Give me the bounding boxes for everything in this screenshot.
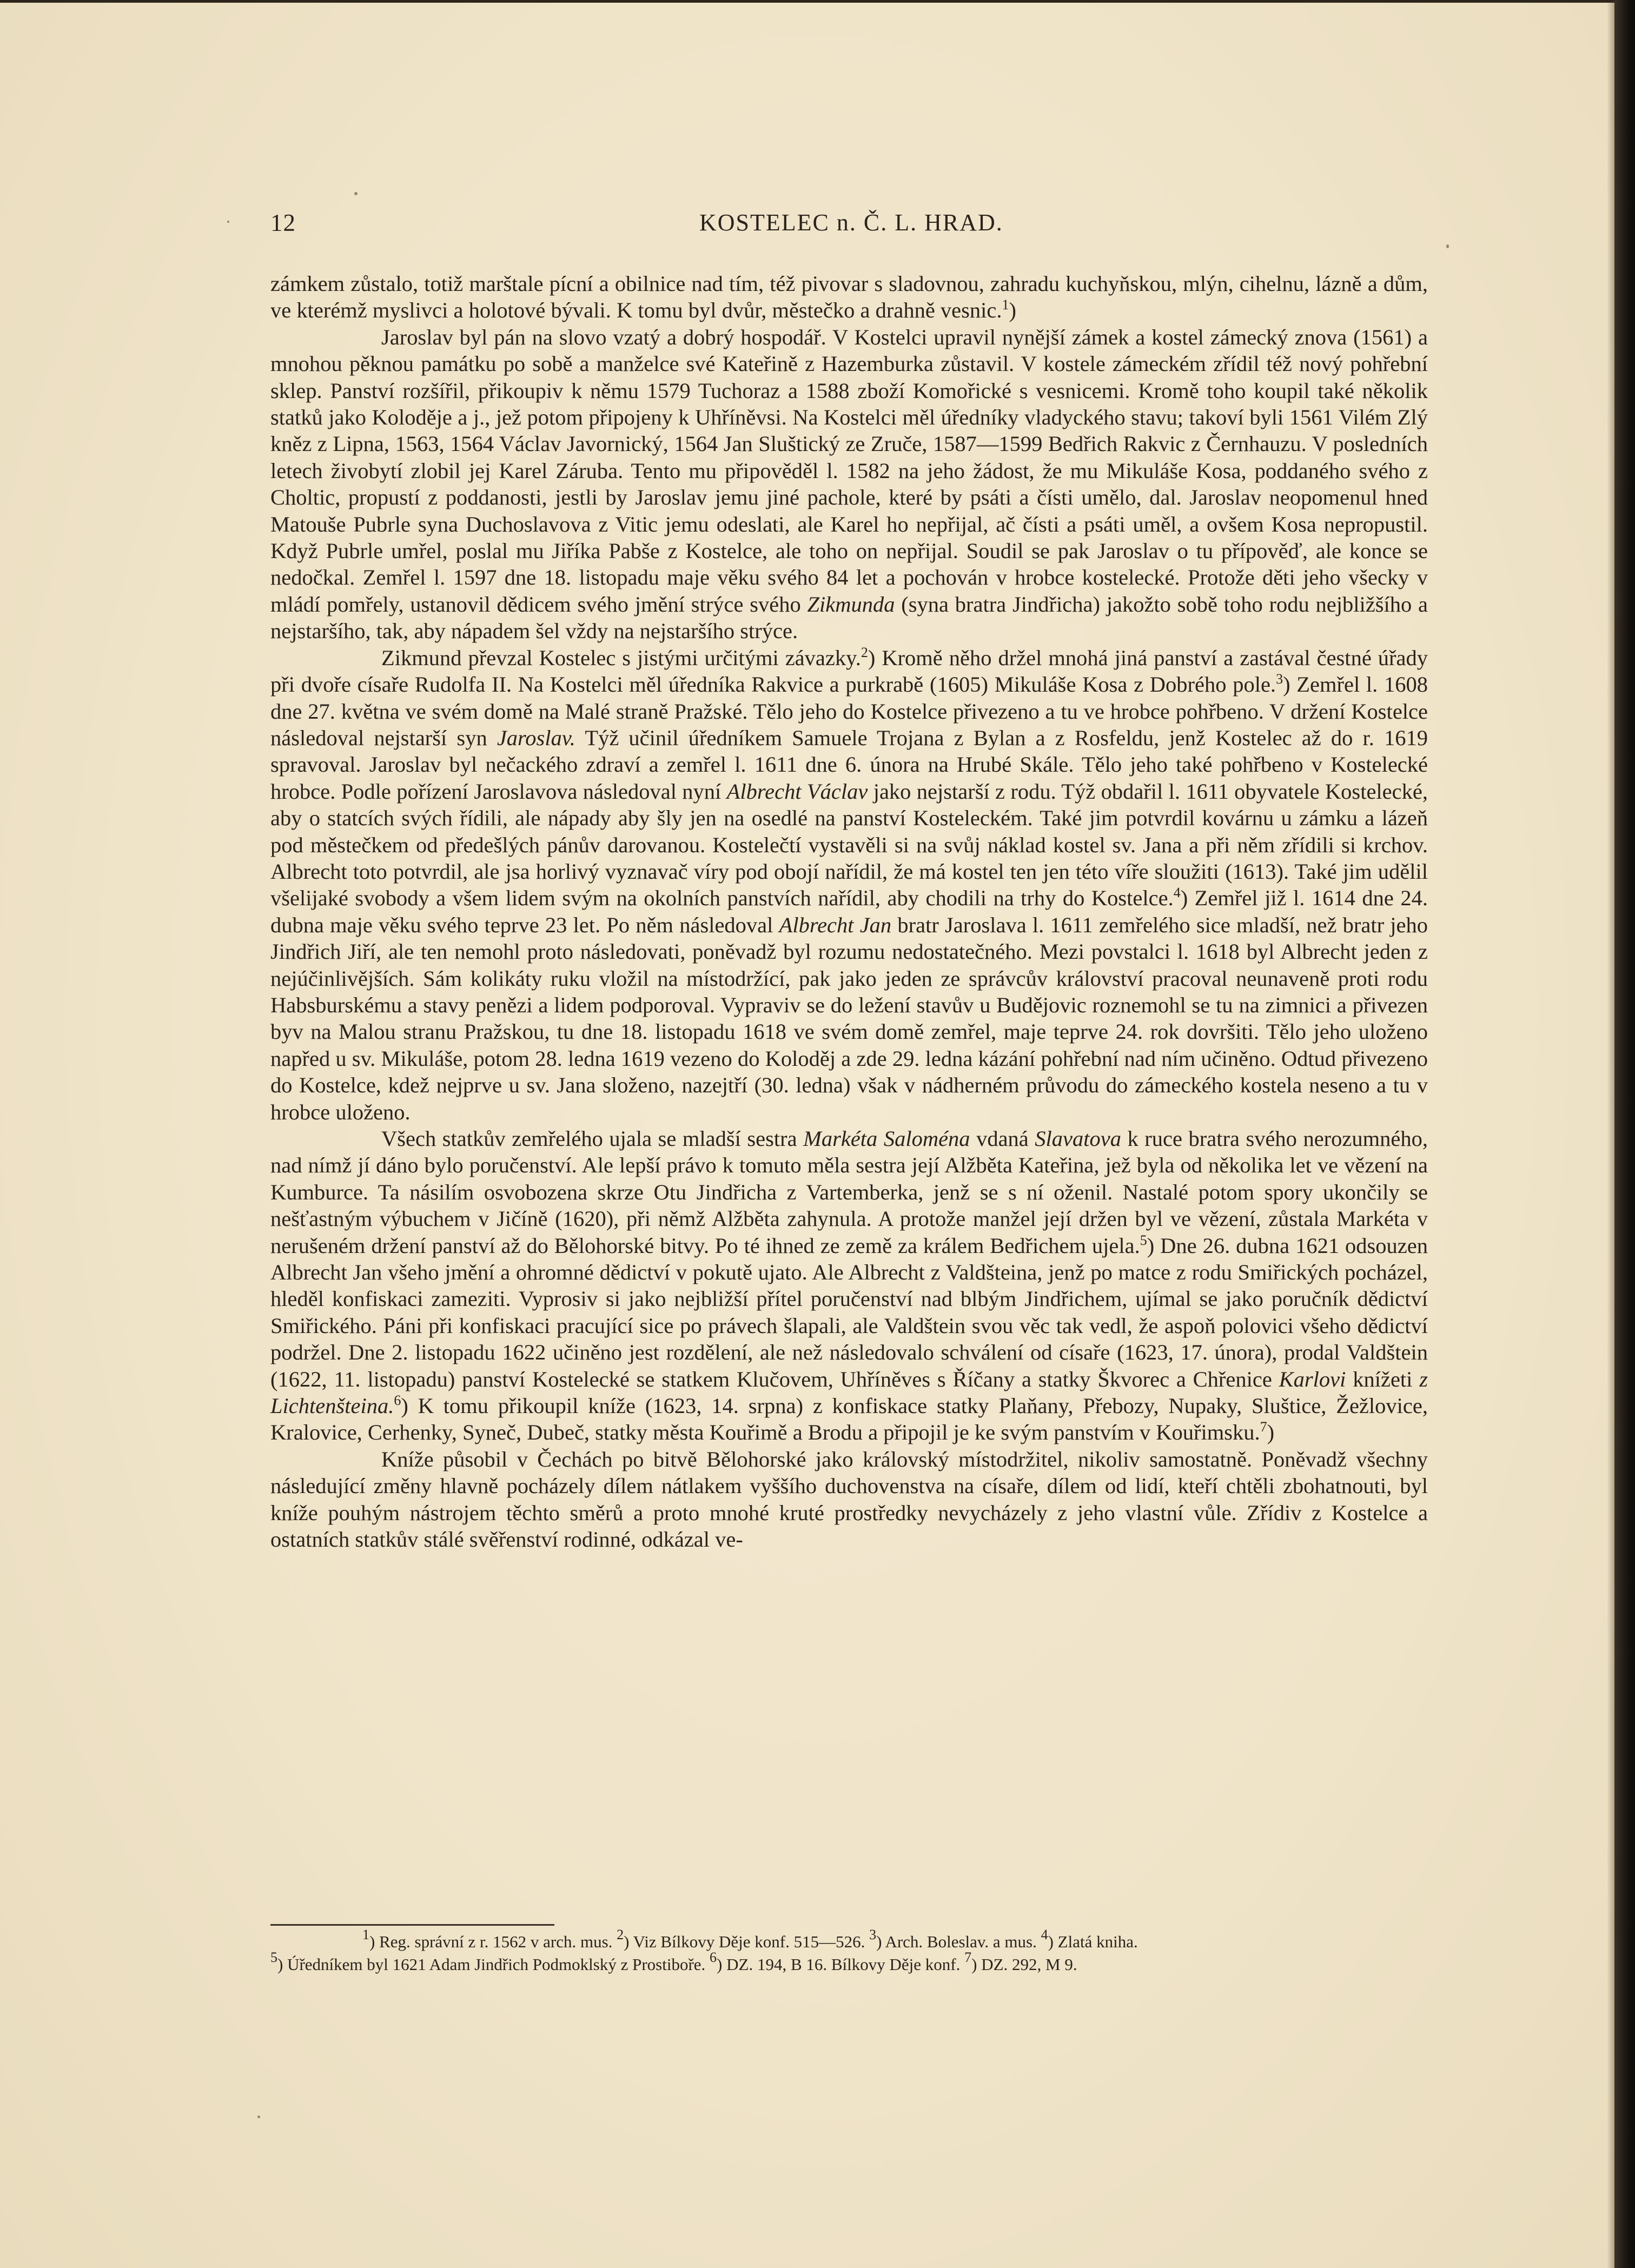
paragraph — [270, 645, 1428, 1125]
page-edge-shadow — [1607, 0, 1614, 2268]
text-run: ) — [1009, 298, 1017, 323]
text-run: knížeti — [1346, 1367, 1420, 1391]
italic-name: Zikmunda — [807, 592, 895, 616]
text-run: ) Dne 26. dubna 1621 odsouzen Albrecht Jan všeho jmění a ohromné dědictví v pokutě ujato. Ale Albrecht z Valdšteina, jenž po matce z rodu Smiřických pocházel, hleděl konfiskaci zameziti. Vyprosiv si jako nejbližší přítel poručenství nad blbým Jindřichem, ujímal se jako poručník dědictví Smiřického. Páni při konfiskaci pracující sice po právech šlapali, ale Valdštein svou věc tak vedl, že aspoň polovici všeho dědictví podržel. Dne 2. listopadu 1622 učiněno jest rozdělení, ale než následovalo schválení od císaře (1623, 17. února), prodal Valdštein (1622, 11. listopadu) panství Kostelecké se statkem Klučovem, Uhříněves s Říčany a statky Škvorec a Chřenice — [270, 1233, 1428, 1391]
italic-name: Karlovi — [1279, 1367, 1346, 1391]
running-head — [270, 209, 1428, 241]
text-run: ) — [1267, 1420, 1275, 1445]
footnote-marker: 1 — [1002, 297, 1009, 313]
italic-name: Albrecht Jan — [779, 912, 892, 937]
text-run: ) Úředníkem byl 1621 Adam Jindřich Podmoklský z Prostiboře. — [277, 1955, 710, 1974]
text-run: ) K tomu přikoupil kníže (1623, 14. srpna) z konfiskace statky Plaňany, Přebozy, Nupaky, Sluštice, Žežlovice, Kralovice, Cerhenky, Syneč, Dubeč, statky města Kouřimě a Brodu a připojil je ke svým panstvím v Kouřimsku. — [270, 1394, 1428, 1445]
footnotes — [270, 1927, 1428, 1976]
paper-speck — [227, 221, 229, 223]
footnote-marker: 6 — [394, 1392, 401, 1409]
page-number: 12 — [270, 209, 296, 236]
footnote-marker: 7 — [1260, 1419, 1267, 1435]
paper-speck — [257, 2116, 260, 2118]
scan-dark-border — [1614, 0, 1635, 2268]
text-run: ) Viz Bílkovy Děje konf. 515—526. — [624, 1932, 870, 1951]
text-run: ) Zemřel již l. 1614 dne 24. dubna maje věku svého teprve 23 let. Po něm následoval — [270, 886, 1428, 937]
text-run: Jaroslav byl pán na slovo vzatý a dobrý hospodář. V Kostelci upravil nynější zámek a kostel zámecký znova (1561) a mnohou pěknou památku po sobě a manželce své Kateřině z Hazemburka zůstavil. V kostele zámeckém zřídil též nový pohřební sklep. Panství rozšířil, přikoupiv k němu 1579 Tuchoraz a 1588 zboží Komořické s vesnicemi. Kromě toho koupil také několik statků jako Koloděje a j., jež potom připojeny k Uhříněvsi. Na Kostelci měl úředníky vladyckého stavu; takoví byli 1561 Vilém Zlý kněz z Lipna, 1563, 1564 Václav Javornický, 1564 Jan Sluštický ze Zruče, 1587—1599 Bedřich Rakvic z Černhauzu. V posledních letech živobytí zlobil jej Karel Záruba. Tento mu připověděl l. 1582 na jeho žádost, že mu Mikuláše Kosa, poddaného svého z Choltic, propustí z poddanosti, jestli by Jaroslav jemu jiné pachole, které by psáti a čísti umělo, dal. Jaroslav neopomenul hned Matouše Pubrle syna Duchoslavova z Vitic jemu odeslati, ale Karel ho nepřijal, ač čísti a psáti uměl, a ovšem Kosa nepropustil. Když Pubrle umřel, poslal mu Jiříka Pabše z Kostelce, ale toho on nepřijal. Soudil se pak Jaroslav o tu přípověď, ale konce se nedočkal. Zemřel l. 1597 dne 18. listopadu maje věku svého 84 let a pochován v hrobce kostelecké. Protože děti jeho všecky v mládí pomřely, ustanovil dědicem svého jmění strýce svého — [270, 324, 1428, 616]
footnote-separator — [270, 1924, 554, 1926]
italic-name: Markéta Saloména — [803, 1126, 970, 1151]
italic-name: Slavatova — [1035, 1126, 1122, 1151]
text-run: ) DZ. 292, M 9. — [971, 1955, 1077, 1974]
footnote-marker: 6 — [710, 1949, 717, 1965]
text-run: bratr Jaroslava l. 1611 zemřelého sice mladší, než bratr jeho Jindřich Jiří, ale ten nemohl proto následovati, poněvadž byl rozumu nedostatečného. Mezi povstalci l. 1618 byl Albrecht jeden z nejúčinlivějších. Sám kolikáty ruku vložil na místodržící, pak jako jeden ze správcův království pracoval neunaveně proti rodu Habsburskému a stavy penězi a lidem podporoval. Vypraviv se do ležení stavův u Budějovic roznemohl se tu na zimnici a přivezen byv na Malou stranu Pražskou, tu dne 18. listopadu 1618 ve svém domě zemřel, maje teprve 24. rok dovršiti. Tělo jeho uloženo napřed u sv. Mikuláše, potom 28. ledna 1619 vezeno do Koloděj a zde 29. ledna kázání pohřební nad ním učiněno. Odtud přivezeno do Kostelce, kdež nejprve u sv. Jana složeno, nazejtří (30. ledna) však v nádherném průvodu do zámeckého kostela neseno a tu v hrobce uloženo. — [270, 912, 1428, 1124]
text-run: k ruce bratra svého nerozumného, nad nímž jí dáno bylo poručenství. Ale lepší právo k tomuto měla sestra její Alžběta Kateřina, jež byla od několika let ve vězení na Kumburce. Ta násilím osvobozena skrze Otu Jindřicha z Vartemberka, jenž se s ní oženil. Nastalé potom spory ukončily se nešťastným výbuchem v Jičíně (1620), při němž Alžběta zahynula. A protože manžel její držen byl ve vězení, zůstala Markéta v nerušeném držení panství až do Bělohorské bitvy. Po té ihned ze země za králem Bedřichem ujela. — [270, 1126, 1428, 1258]
paragraph — [270, 1125, 1428, 1446]
text-run: ) Reg. správní z r. 1562 v arch. mus. — [369, 1932, 617, 1951]
footnote-marker: 1 — [362, 1927, 369, 1942]
footnote-marker: 5 — [270, 1949, 277, 1965]
footnote-line — [270, 1949, 1428, 1976]
italic-name: Jaroslav. — [497, 725, 575, 750]
italic-name: z Lichtenšteina. — [270, 1367, 1428, 1418]
footnote-marker: 7 — [964, 1949, 972, 1965]
paragraph — [270, 1446, 1428, 1553]
footnote-line — [270, 1927, 1428, 1953]
paragraph — [270, 324, 1428, 645]
body-text — [270, 270, 1428, 1553]
footnote-marker: 4 — [1041, 1927, 1048, 1942]
text-run: Všech statkův zemřelého ujala se mladší sestra — [381, 1126, 804, 1151]
text-run: ) Kromě něho držel mnohá jiná panství a zastával čestné úřady při dvoře císaře Rudolfa II. Na Kostelci měl úředníka Rakvice a purkrabě (1605) Mikuláše Kosa z Dobrého pole. — [270, 645, 1428, 697]
text-run: jako nejstarší z rodu. Týž obdařil l. 1611 obyvatele Kostelecké, aby o statcích svých řídili, ale nápady aby šly jen na osedlé na panství Kosteleckém. Také jim potvrdil kovárnu u zámku a lázeň pod městečkem od předešlých pánův darovanou. Kostelečtí vystavěli si na svůj náklad kostel sv. Jana a při něm zřídili si krchov. Albrecht toto potvrdil, ale jsa horlivý vyznavač víry pod obojí nařídil, že má kostel ten jen této víře sloužiti (1613). Také jim udělil všelijaké svobody a všem lidem svým na okolních panstvích nařídil, aby chodili na trhy do Kostelce. — [270, 779, 1428, 911]
text-run: ) Zemřel l. 1608 dne 27. května ve svém domě na Malé straně Pražské. Tělo jeho do Kostelce přivezeno a tu ve hrobce pohřbeno. V držení Kostelce následoval nejstarší syn — [270, 672, 1428, 750]
text-run: ) DZ. 194, B 16. Bílkovy Děje konf. — [717, 1955, 965, 1974]
footnote-marker: 2 — [617, 1927, 624, 1942]
paragraph — [270, 270, 1428, 324]
scan-top-edge — [0, 0, 1635, 3]
text-run: (syna bratra Jindřicha) jakožto sobě toho rodu nejbližšího a nejstaršího, tak, aby nápadem šel vždy na nejstaršího strýce. — [270, 592, 1428, 644]
footnote-marker: 5 — [1140, 1232, 1147, 1248]
text-run: Zikmund převzal Kostelec s jistými určitými závazky. — [381, 645, 861, 670]
text-run: Kníže působil v Čechách po bitvě Bělohorské jako královský místodržitel, nikoliv samostatně. Poněvadž všechny následující změny hlavně pocházely dílem nátlakem vyššího duchovenstva na císaře, dílem od lidí, kteří chtěli zbohatnouti, byl kníže pouhým nástrojem těchto směrů a proto mnohé kruté prostředky nevycházely z jeho vlastní vůle. Zřídiv z Kostelce a ostatních statkův stálé svěřenství rodinné, odkázal ve- — [270, 1447, 1428, 1552]
running-title: KOSTELEC n. Č. L. HRAD. — [699, 209, 1003, 236]
paper-speck — [1446, 244, 1449, 248]
text-run: vdaná — [970, 1126, 1035, 1151]
text-run: Týž učinil úředníkem Samuele Trojana z Bylan a z Rosfeldu, jenž Kostelec až do r. 1619 spravoval. Jaroslav byl nečackého zdraví a zemřel l. 1611 dne 6. února na Hrubé Skále. Tělo jeho také pohřbeno v Kostelecké hrobce. Podle pořízení Jaroslavova následoval nyní — [270, 725, 1428, 804]
footnote-marker: 3 — [869, 1927, 877, 1942]
text-run: ) Arch. Boleslav. a mus. — [876, 1932, 1041, 1951]
text-run: zámkem zůstalo, totiž marštale pícní a obilnice nad tím, též pivovar s sladovnou, zahradu kuchyňskou, mlýn, cihelnu, lázně a dům, ve kterémž myslivci a holotové bývali. K tomu byl dvůr, městečko a drahně vesnic. — [270, 271, 1428, 323]
footnote-marker: 4 — [1173, 885, 1181, 901]
italic-name: Albrecht Václav — [726, 779, 868, 804]
paper-speck — [354, 192, 358, 195]
footnote-marker: 2 — [860, 644, 868, 660]
footnote-marker: 3 — [1276, 671, 1283, 687]
text-run: ) Zlatá kniha. — [1048, 1932, 1138, 1951]
